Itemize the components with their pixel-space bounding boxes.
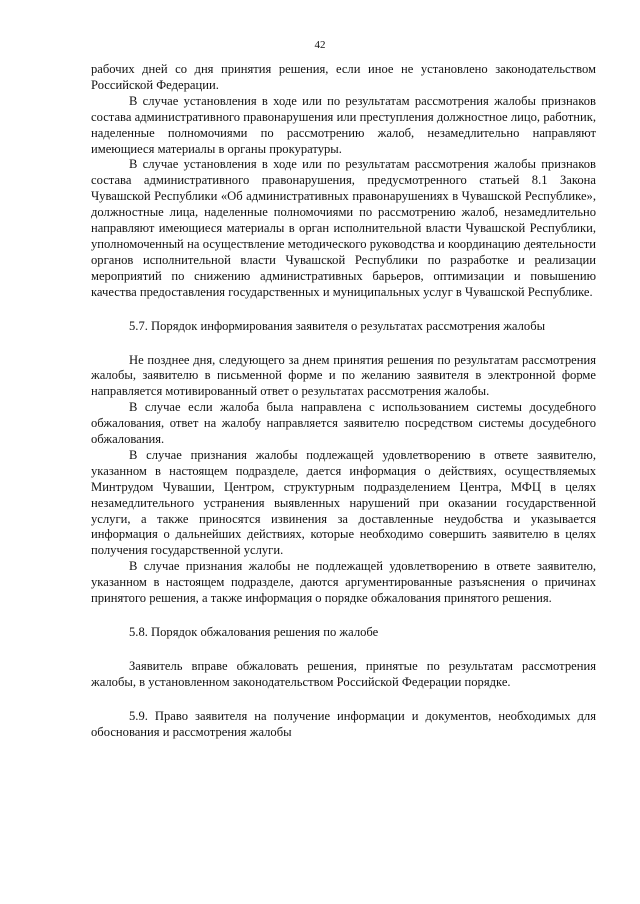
paragraph: В случае признания жалобы подлежащей удовлетворению в ответе заявителю, указанном в настоящем подразделе, дается информация о действиях, осуществляемых Минтрудом Чувашии, Центром, структурным подразделением Центра, МФЦ в целях незамедлительного устранения выявленных нарушений при оказании государственной услуги, а также приносятся извинения за доставленные неудобства и указывается информация о дальнейших действиях, которые необходимо совершить заявителю в целях получения государственной услуги. — [91, 447, 596, 558]
section-spacer — [91, 301, 596, 319]
paragraph: Не позднее дня, следующего за днем принятия решения по результатам рассмотрения жалобы, заявителю в письменной форме и по желанию заявителя в электронной форме направляется мотивированный ответ о результатах рассмотрения жалобы. — [91, 352, 596, 399]
paragraph: 5.9. Право заявителя на получение информации и документов, необходимых для обоснования и рассмотрения жалобы — [91, 708, 596, 739]
paragraph: Заявитель вправе обжаловать решения, принятые по результатам рассмотрения жалобы, в установленном законодательством Российской Федерации порядке. — [91, 658, 596, 689]
paragraph: В случае установления в ходе или по результатам рассмотрения жалобы признаков состава административного правонарушения или преступления должностное лицо, работник, наделенные полномочиями по рассмотрению жалоб, незамедлительно направляют имеющиеся материалы в органы прокуратуры. — [91, 93, 596, 156]
section-heading: 5.7. Порядок информирования заявителя о результатах рассмотрения жалобы — [129, 318, 546, 333]
document-body — [91, 62, 596, 741]
section-spacer — [91, 691, 596, 709]
section-spacer — [91, 641, 596, 659]
paragraph: В случае установления в ходе или по результатам рассмотрения жалобы признаков состава административного правонарушения, предусмотренного статьей 8.1 Закона Чувашской Республики «Об административных правонарушениях в Чувашской Республике», должностные лица, наделенные полномочиями по рассмотрению жалоб, незамедлительно направляют имеющиеся материалы в орган исполнительной власти Чувашской Республики, уполномоченный на осуществление методического руководства и координацию деятельности органов исполнительной власти Чувашской Республики по разработке и реализации мероприятий по снижению административных барьеров, оптимизации и повышению качества предоставления государственных и муниципальных услуг в Чувашской Республике. — [91, 157, 596, 299]
section-spacer — [91, 607, 596, 625]
section-spacer — [91, 335, 596, 353]
paragraph: В случае признания жалобы не подлежащей удовлетворению в ответе заявителю, указанном в настоящем подразделе, даются аргументированные разъяснения о причинах принятого решения, а также информация о порядке обжалования принятого решения. — [91, 559, 596, 606]
paragraph: В случае если жалоба была направлена с использованием системы досудебного обжалования, ответ на жалобу направляется заявителю посредством системы досудебного обжалования. — [91, 400, 596, 447]
paragraph: рабочих дней со дня принятия решения, если иное не установлено законодательством Российской Федерации. — [91, 62, 596, 92]
page-number: 42 — [314, 39, 326, 51]
section-heading: 5.8. Порядок обжалования решения по жалобе — [129, 625, 379, 639]
